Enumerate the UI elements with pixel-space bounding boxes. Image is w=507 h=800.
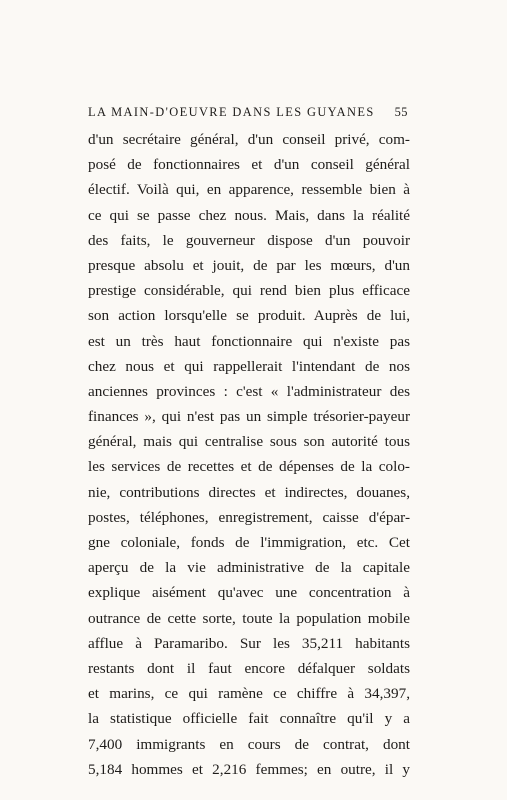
text-line: gne coloniale, fonds de l'immigration, etc. Cet bbox=[88, 534, 410, 551]
text-line: et marins, ce qui ramène ce chiffre à 34,397, bbox=[88, 685, 410, 703]
text-line: chez nous et qui rappellerait l'intendant de nos bbox=[88, 357, 410, 375]
text-line: des faits, le gouverneur dispose d'un pouvoir bbox=[88, 231, 410, 249]
running-head bbox=[88, 105, 408, 123]
text-line: anciennes provinces : c'est « l'administrateur des bbox=[88, 382, 410, 400]
text-line: 7,400 immigrants en cours de contrat, dont bbox=[88, 735, 410, 753]
text-line: afflue à Paramaribo. Sur les 35,211 habitants bbox=[88, 634, 410, 652]
text-line: 5,184 hommes et 2,216 femmes; en outre, il y bbox=[88, 760, 410, 778]
text-line: prestige considérable, qui rend bien plus efficace bbox=[88, 282, 410, 300]
page-number: 55 bbox=[394, 105, 408, 119]
text-line: finances », qui n'est pas un simple trésorier-payeur bbox=[88, 408, 410, 426]
text-line: est un très haut fonctionnaire qui n'existe pas bbox=[88, 332, 410, 350]
text-line: ce qui se passe chez nous. Mais, dans la réalité bbox=[88, 206, 410, 224]
text-line: général, mais qui centralise sous son autorité tous bbox=[88, 433, 410, 451]
text-line: explique aisément qu'avec une concentration à bbox=[88, 584, 410, 602]
running-head-title: LA MAIN-D'OEUVRE DANS LES GUYANES bbox=[88, 105, 375, 119]
text-line: la statistique officielle fait connaître qu'il y a bbox=[88, 710, 410, 728]
body-text bbox=[88, 127, 410, 782]
text-line: aperçu de la vie administrative de la capitale bbox=[88, 559, 410, 577]
text-line: presque absolu et jouit, de par les mœurs, d'un bbox=[88, 256, 410, 274]
text-line: restants dont il faut encore défalquer soldats bbox=[88, 659, 410, 677]
text-line: postes, téléphones, enregistrement, caisse d'épar- bbox=[88, 508, 410, 526]
text-line: nie, contributions directes et indirectes, douanes, bbox=[88, 483, 410, 501]
text-line: posé de fonctionnaires et d'un conseil général bbox=[88, 156, 410, 174]
text-line: son action lorsqu'elle se produit. Auprès de lui, bbox=[88, 307, 410, 325]
text-line: les services de recettes et de dépenses de la colo- bbox=[88, 458, 410, 476]
text-line: d'un secrétaire général, d'un conseil privé, com- bbox=[88, 131, 410, 148]
text-line: électif. Voilà qui, en apparence, ressemble bien à bbox=[88, 181, 410, 199]
text-line: outrance de cette sorte, toute la population mobile bbox=[88, 609, 410, 627]
